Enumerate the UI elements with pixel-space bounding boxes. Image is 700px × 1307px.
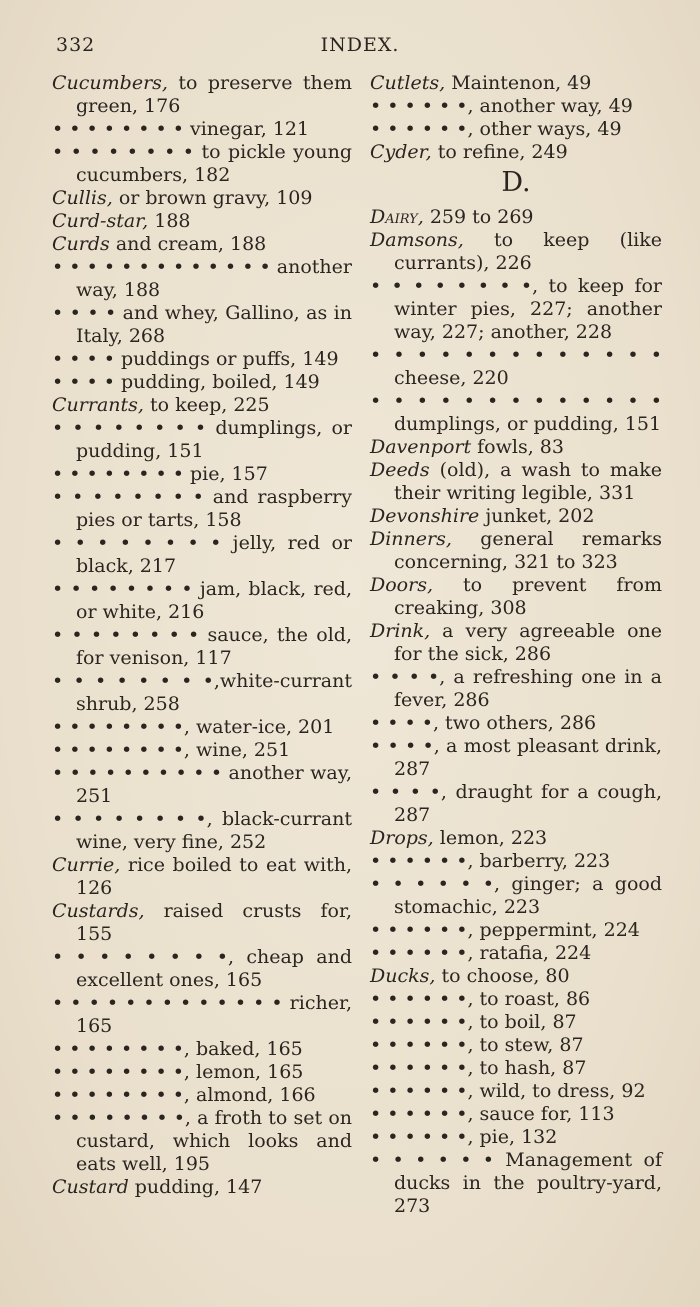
index-entry [52, 348, 352, 371]
entry-text: fowls, 83 [471, 436, 564, 458]
entry-text: • • • • • • • • jelly, red or black, 217 [52, 532, 352, 577]
entry-text: • • • • • • • •, a froth to set on custard, which looks and eats well, 195 [52, 1107, 352, 1175]
entry-text: • • • • • • • • vinegar, 121 [52, 118, 310, 140]
index-entry [52, 486, 352, 532]
entry-text: • • • • • •, to hash, 87 [370, 1057, 587, 1079]
index-entry [370, 620, 662, 666]
entry-text: 188 [148, 210, 191, 232]
entry-text: Maintenon, 49 [445, 72, 592, 94]
index-entry [52, 670, 352, 716]
entry-text: • • • • • • • • pie, 157 [52, 463, 268, 485]
entry-text: • • • • • • • • • • • • • dumplings, or pudding, 151 [370, 390, 662, 435]
entry-text: • • • • • • • • to pickle young cucumbers, 182 [52, 141, 352, 186]
index-entry [52, 417, 352, 463]
entry-text: and cream, 188 [109, 233, 267, 255]
entry-text: • • • • • • • • sauce, the old, for venison, 117 [52, 624, 352, 669]
index-entry [370, 712, 662, 735]
entry-heading: Devonshire [370, 505, 480, 527]
index-entry [52, 624, 352, 670]
entry-text: 259 to 269 [423, 206, 534, 228]
index-entry [370, 95, 662, 118]
entry-text: • • • • • • • • • • • • • richer, 165 [52, 992, 352, 1037]
entry-heading: Cullis, [52, 187, 113, 209]
index-entry [370, 1103, 662, 1126]
index-entry [370, 229, 662, 275]
right-column [370, 72, 662, 1218]
entry-text: (old), a wash to make their writing legible, 331 [394, 459, 662, 504]
page-title: INDEX. [320, 34, 400, 56]
entry-text: • • • • • •, ratafia, 224 [370, 942, 592, 964]
entry-text: • • • • • • • •, lemon, 165 [52, 1061, 304, 1083]
entry-text: • • • • • •, other ways, 49 [370, 118, 622, 140]
entry-text: • • • • • • • •, to keep for winter pies, 227; another way, 227; another, 228 [370, 275, 662, 343]
entry-text: • • • • • • • • jam, black, red, or white, 216 [52, 578, 352, 623]
entry-text: • • • • • • Management of ducks in the poultry-yard, 273 [370, 1149, 662, 1217]
entry-text: • • • • • • • • • • another way, 251 [52, 762, 352, 807]
index-entry [370, 1149, 662, 1218]
entry-heading: Damsons, [370, 229, 464, 251]
entry-text: • • • • • • • • dumplings, or pudding, 151 [52, 417, 352, 462]
entry-heading: Cutlets, [370, 72, 446, 94]
entry-text: to prevent from creaking, 308 [394, 574, 662, 619]
entry-heading: Custards, [52, 900, 145, 922]
entry-heading: Cucumbers, [52, 72, 168, 94]
index-entry [52, 762, 352, 808]
index-entry [52, 371, 352, 394]
index-entry [52, 233, 352, 256]
left-column [52, 72, 352, 1199]
entry-text: pudding, 147 [128, 1176, 263, 1198]
index-entry [370, 141, 662, 164]
right-column-top-entries [370, 72, 662, 164]
index-entry [52, 302, 352, 348]
index-entry [52, 739, 352, 762]
index-entry [370, 1057, 662, 1080]
entry-text: or brown gravy, 109 [112, 187, 313, 209]
entry-text: • • • • • •, to roast, 86 [370, 988, 591, 1010]
entry-text: • • • • • • • •, black-currant wine, very fine, 252 [52, 808, 352, 853]
index-entry [52, 72, 352, 118]
index-entry [370, 1080, 662, 1103]
entry-text: to keep (like currants), 226 [394, 229, 662, 274]
index-entry [370, 988, 662, 1011]
entry-text: • • • • • • • •, cheap and excellent ones, 165 [52, 946, 352, 991]
entry-heading: Custard [52, 1176, 129, 1198]
index-entry [52, 141, 352, 187]
entry-text: • • • • • •, pie, 132 [370, 1126, 558, 1148]
entry-text: • • • • • • • • • • • • • cheese, 220 [370, 344, 662, 389]
index-entry [370, 436, 662, 459]
entry-heading: Curd-star, [52, 210, 149, 232]
entry-text: • • • • • •, to stew, 87 [370, 1034, 584, 1056]
index-entry [52, 256, 352, 302]
page-header [52, 34, 648, 62]
index-entry [52, 1061, 352, 1084]
index-entry [52, 210, 352, 233]
entry-text: to preserve them green, 176 [76, 72, 352, 117]
section-letter: D. [501, 167, 531, 198]
entry-text: • • • •, a most pleasant drink, 287 [370, 735, 662, 780]
index-entry [370, 528, 662, 574]
entry-heading: Drops, [370, 827, 434, 849]
index-entry [370, 390, 662, 436]
index-entry [370, 574, 662, 620]
index-entry [370, 873, 662, 919]
index-entry [52, 716, 352, 739]
index-entry [370, 275, 662, 344]
entry-text: • • • • • •, barberry, 223 [370, 850, 611, 872]
index-entry [52, 1038, 352, 1061]
index-entry [370, 781, 662, 827]
index-entry [52, 1176, 352, 1199]
index-entry [370, 666, 662, 712]
entry-text: • • • •, draught for a cough, 287 [370, 781, 662, 826]
entry-text: junket, 202 [479, 505, 595, 527]
entry-text: to keep, 225 [143, 394, 270, 416]
index-entry [52, 808, 352, 854]
index-entry [52, 394, 352, 417]
index-entry [52, 1107, 352, 1176]
index-entry [370, 735, 662, 781]
index-entry [52, 187, 352, 210]
index-entry [52, 118, 352, 141]
entry-heading: Currants, [52, 394, 144, 416]
index-entry [52, 992, 352, 1038]
index-entry [52, 854, 352, 900]
entry-text: • • • • • • • •, almond, 166 [52, 1084, 316, 1106]
entry-text: • • • • • •, ginger; a good stomachic, 223 [370, 873, 662, 918]
index-entry [370, 965, 662, 988]
entry-text: raised crusts for, 155 [76, 900, 352, 945]
page-number: 332 [56, 34, 96, 56]
entry-text: • • • • puddings or puffs, 149 [52, 348, 339, 370]
entry-text: • • • • • • • • • • • • • another way, 188 [52, 256, 352, 301]
entry-text: • • • • • •, peppermint, 224 [370, 919, 640, 941]
index-entry [52, 900, 352, 946]
index-entry [52, 532, 352, 578]
entry-text: to refine, 249 [431, 141, 568, 163]
entry-heading: Davenport [370, 436, 472, 458]
entry-text: • • • • • • • •, baked, 165 [52, 1038, 303, 1060]
index-entry [52, 946, 352, 992]
index-entry [370, 827, 662, 850]
index-entry [52, 1084, 352, 1107]
entry-text: • • • • • • • •, water-ice, 201 [52, 716, 335, 738]
entry-heading: Deeds [370, 459, 430, 481]
entry-text: rice boiled to eat with, 126 [76, 854, 352, 899]
entry-heading: Drink, [370, 620, 431, 642]
index-entry [370, 344, 662, 390]
entry-text: general remarks concerning, 321 to 323 [394, 528, 662, 573]
entry-heading: Dairy, [370, 206, 424, 228]
entry-heading: Ducks, [370, 965, 436, 987]
index-entry [370, 1034, 662, 1057]
entry-text: • • • • pudding, boiled, 149 [52, 371, 320, 393]
entry-text: • • • • • •, wild, to dress, 92 [370, 1080, 646, 1102]
entry-text: a very agreeable one for the sick, 286 [394, 620, 662, 665]
entry-text: • • • • • • • • and raspberry pies or tarts, 158 [52, 486, 352, 531]
entry-text: • • • • and whey, Gallino, as in Italy, 268 [52, 302, 352, 347]
entry-heading: Doors, [370, 574, 433, 596]
index-entry [370, 1011, 662, 1034]
entry-text: • • • •, a refreshing one in a fever, 286 [370, 666, 662, 711]
index-entry [52, 578, 352, 624]
index-entry [370, 919, 662, 942]
entry-text: • • • • • •, sauce for, 113 [370, 1103, 615, 1125]
entry-heading: Dinners, [370, 528, 452, 550]
index-entry [370, 118, 662, 141]
index-entry [370, 72, 662, 95]
index-entry [370, 459, 662, 505]
index-entry [370, 1126, 662, 1149]
index-entry [370, 850, 662, 873]
index-entry [52, 463, 352, 486]
index-entry [370, 206, 662, 229]
entry-text: • • • •, two others, 286 [370, 712, 597, 734]
index-entry [370, 942, 662, 965]
entry-text: • • • • • • • •, wine, 251 [52, 739, 291, 761]
entry-text: lemon, 223 [433, 827, 548, 849]
right-column-bottom-entries [370, 206, 662, 1218]
entry-text: to choose, 80 [435, 965, 570, 987]
entry-text: • • • • • •, to boil, 87 [370, 1011, 577, 1033]
entry-text: • • • • • •, another way, 49 [370, 95, 633, 117]
entry-heading: Cyder, [370, 141, 432, 163]
entry-heading: Curds [52, 233, 110, 255]
index-entry [370, 505, 662, 528]
entry-heading: Currie, [52, 854, 121, 876]
entry-text: • • • • • • • •,white-currant shrub, 258 [52, 670, 352, 715]
